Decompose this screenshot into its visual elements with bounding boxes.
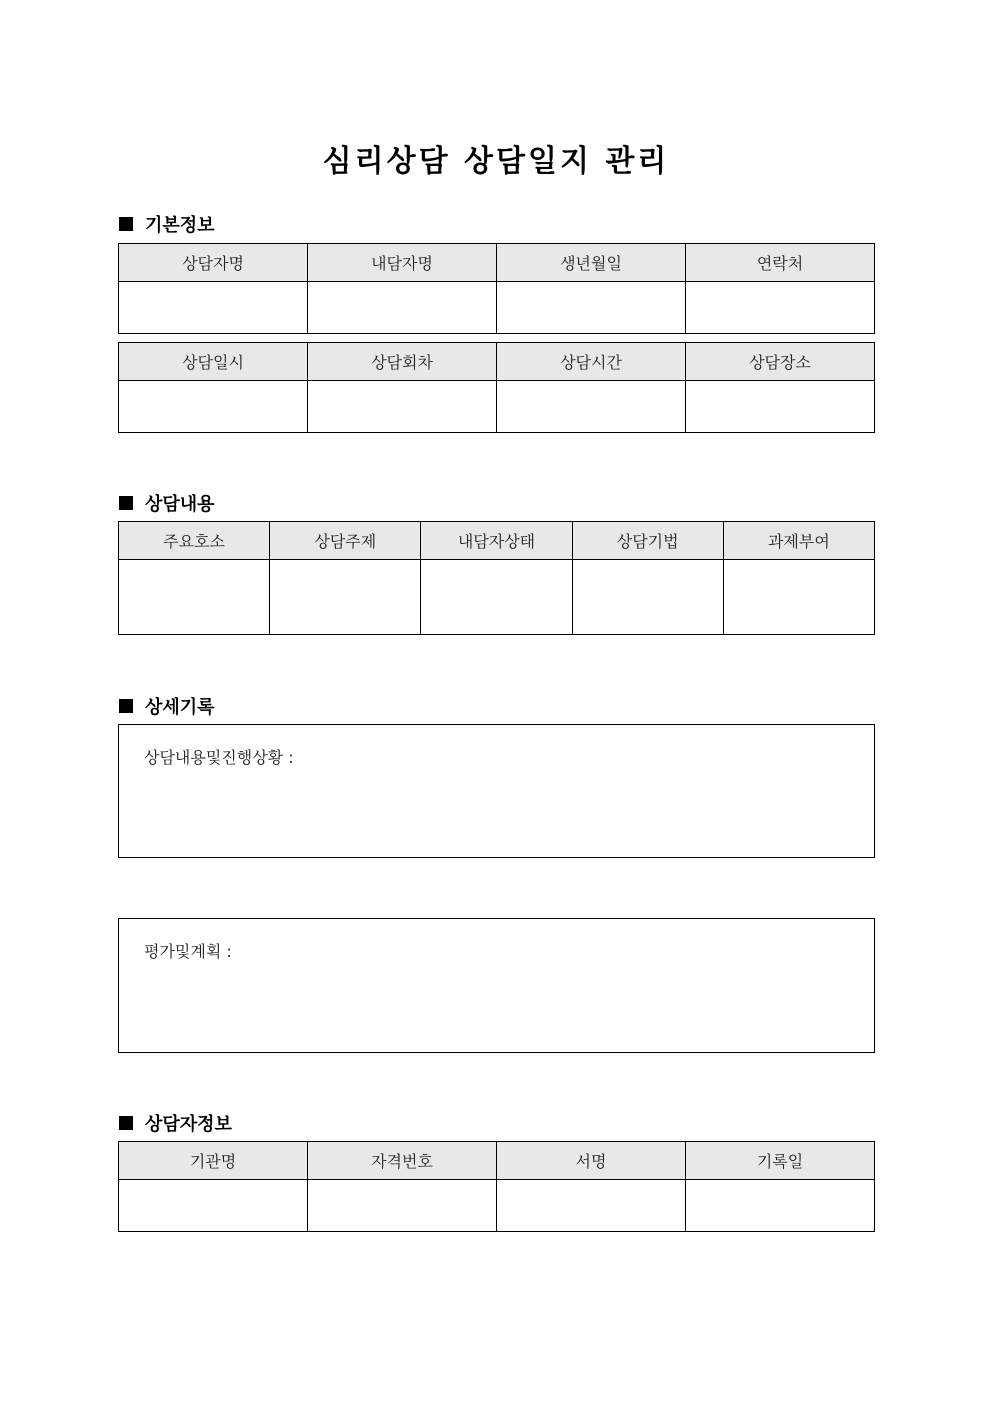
evaluation-plan-label: 평가및계획 : xyxy=(144,942,232,961)
progress-notes-box[interactable] xyxy=(118,724,875,858)
basic-info-table-2 xyxy=(118,342,875,433)
main-complaint-field[interactable] xyxy=(119,560,270,635)
section-title: 상담자정보 xyxy=(145,1114,232,1135)
header-session-duration: 상담시간 xyxy=(497,343,686,381)
license-number-field[interactable] xyxy=(308,1180,497,1232)
technique-field[interactable] xyxy=(572,560,723,635)
square-bullet-icon xyxy=(119,217,133,231)
header-main-complaint: 주요호소 xyxy=(119,522,270,560)
progress-notes-label: 상담내용및진행상황 : xyxy=(144,748,294,767)
record-date-field[interactable] xyxy=(686,1180,875,1232)
institution-field[interactable] xyxy=(119,1180,308,1232)
section-heading-content xyxy=(119,490,215,516)
header-record-date: 기록일 xyxy=(686,1142,875,1180)
header-client-state: 내담자상태 xyxy=(421,522,572,560)
session-number-field[interactable] xyxy=(308,381,497,433)
header-topic: 상담주제 xyxy=(270,522,421,560)
header-assignment: 과제부여 xyxy=(723,522,874,560)
page-title: 심리상담 상담일지 관리 xyxy=(322,144,670,179)
evaluation-plan-box[interactable] xyxy=(118,918,875,1053)
assignment-field[interactable] xyxy=(723,560,874,635)
section-heading-counselor xyxy=(119,1110,232,1136)
header-license-number: 자격번호 xyxy=(308,1142,497,1180)
section-heading-basic xyxy=(119,211,215,237)
counseling-content-table xyxy=(118,521,875,635)
client-state-field[interactable] xyxy=(421,560,572,635)
contact-field[interactable] xyxy=(686,282,875,334)
square-bullet-icon xyxy=(119,496,133,510)
signature-field[interactable] xyxy=(497,1180,686,1232)
client-name-field[interactable] xyxy=(308,282,497,334)
basic-info-table-1 xyxy=(118,243,875,334)
counselor-name-field[interactable] xyxy=(119,282,308,334)
square-bullet-icon xyxy=(119,699,133,713)
section-title: 상담내용 xyxy=(145,494,215,515)
header-session-datetime: 상담일시 xyxy=(119,343,308,381)
header-client-name: 내담자명 xyxy=(308,244,497,282)
session-duration-field[interactable] xyxy=(497,381,686,433)
header-session-number: 상담회차 xyxy=(308,343,497,381)
header-institution: 기관명 xyxy=(119,1142,308,1180)
header-session-place: 상담장소 xyxy=(686,343,875,381)
section-heading-detail xyxy=(119,693,215,719)
header-signature: 서명 xyxy=(497,1142,686,1180)
topic-field[interactable] xyxy=(270,560,421,635)
birthdate-field[interactable] xyxy=(497,282,686,334)
section-title: 기본정보 xyxy=(145,215,215,236)
session-datetime-field[interactable] xyxy=(119,381,308,433)
session-place-field[interactable] xyxy=(686,381,875,433)
header-birthdate: 생년월일 xyxy=(497,244,686,282)
header-counselor-name: 상담자명 xyxy=(119,244,308,282)
header-technique: 상담기법 xyxy=(572,522,723,560)
counselor-info-table xyxy=(118,1141,875,1232)
section-title: 상세기록 xyxy=(145,697,215,718)
square-bullet-icon xyxy=(119,1116,133,1130)
header-contact: 연락처 xyxy=(686,244,875,282)
